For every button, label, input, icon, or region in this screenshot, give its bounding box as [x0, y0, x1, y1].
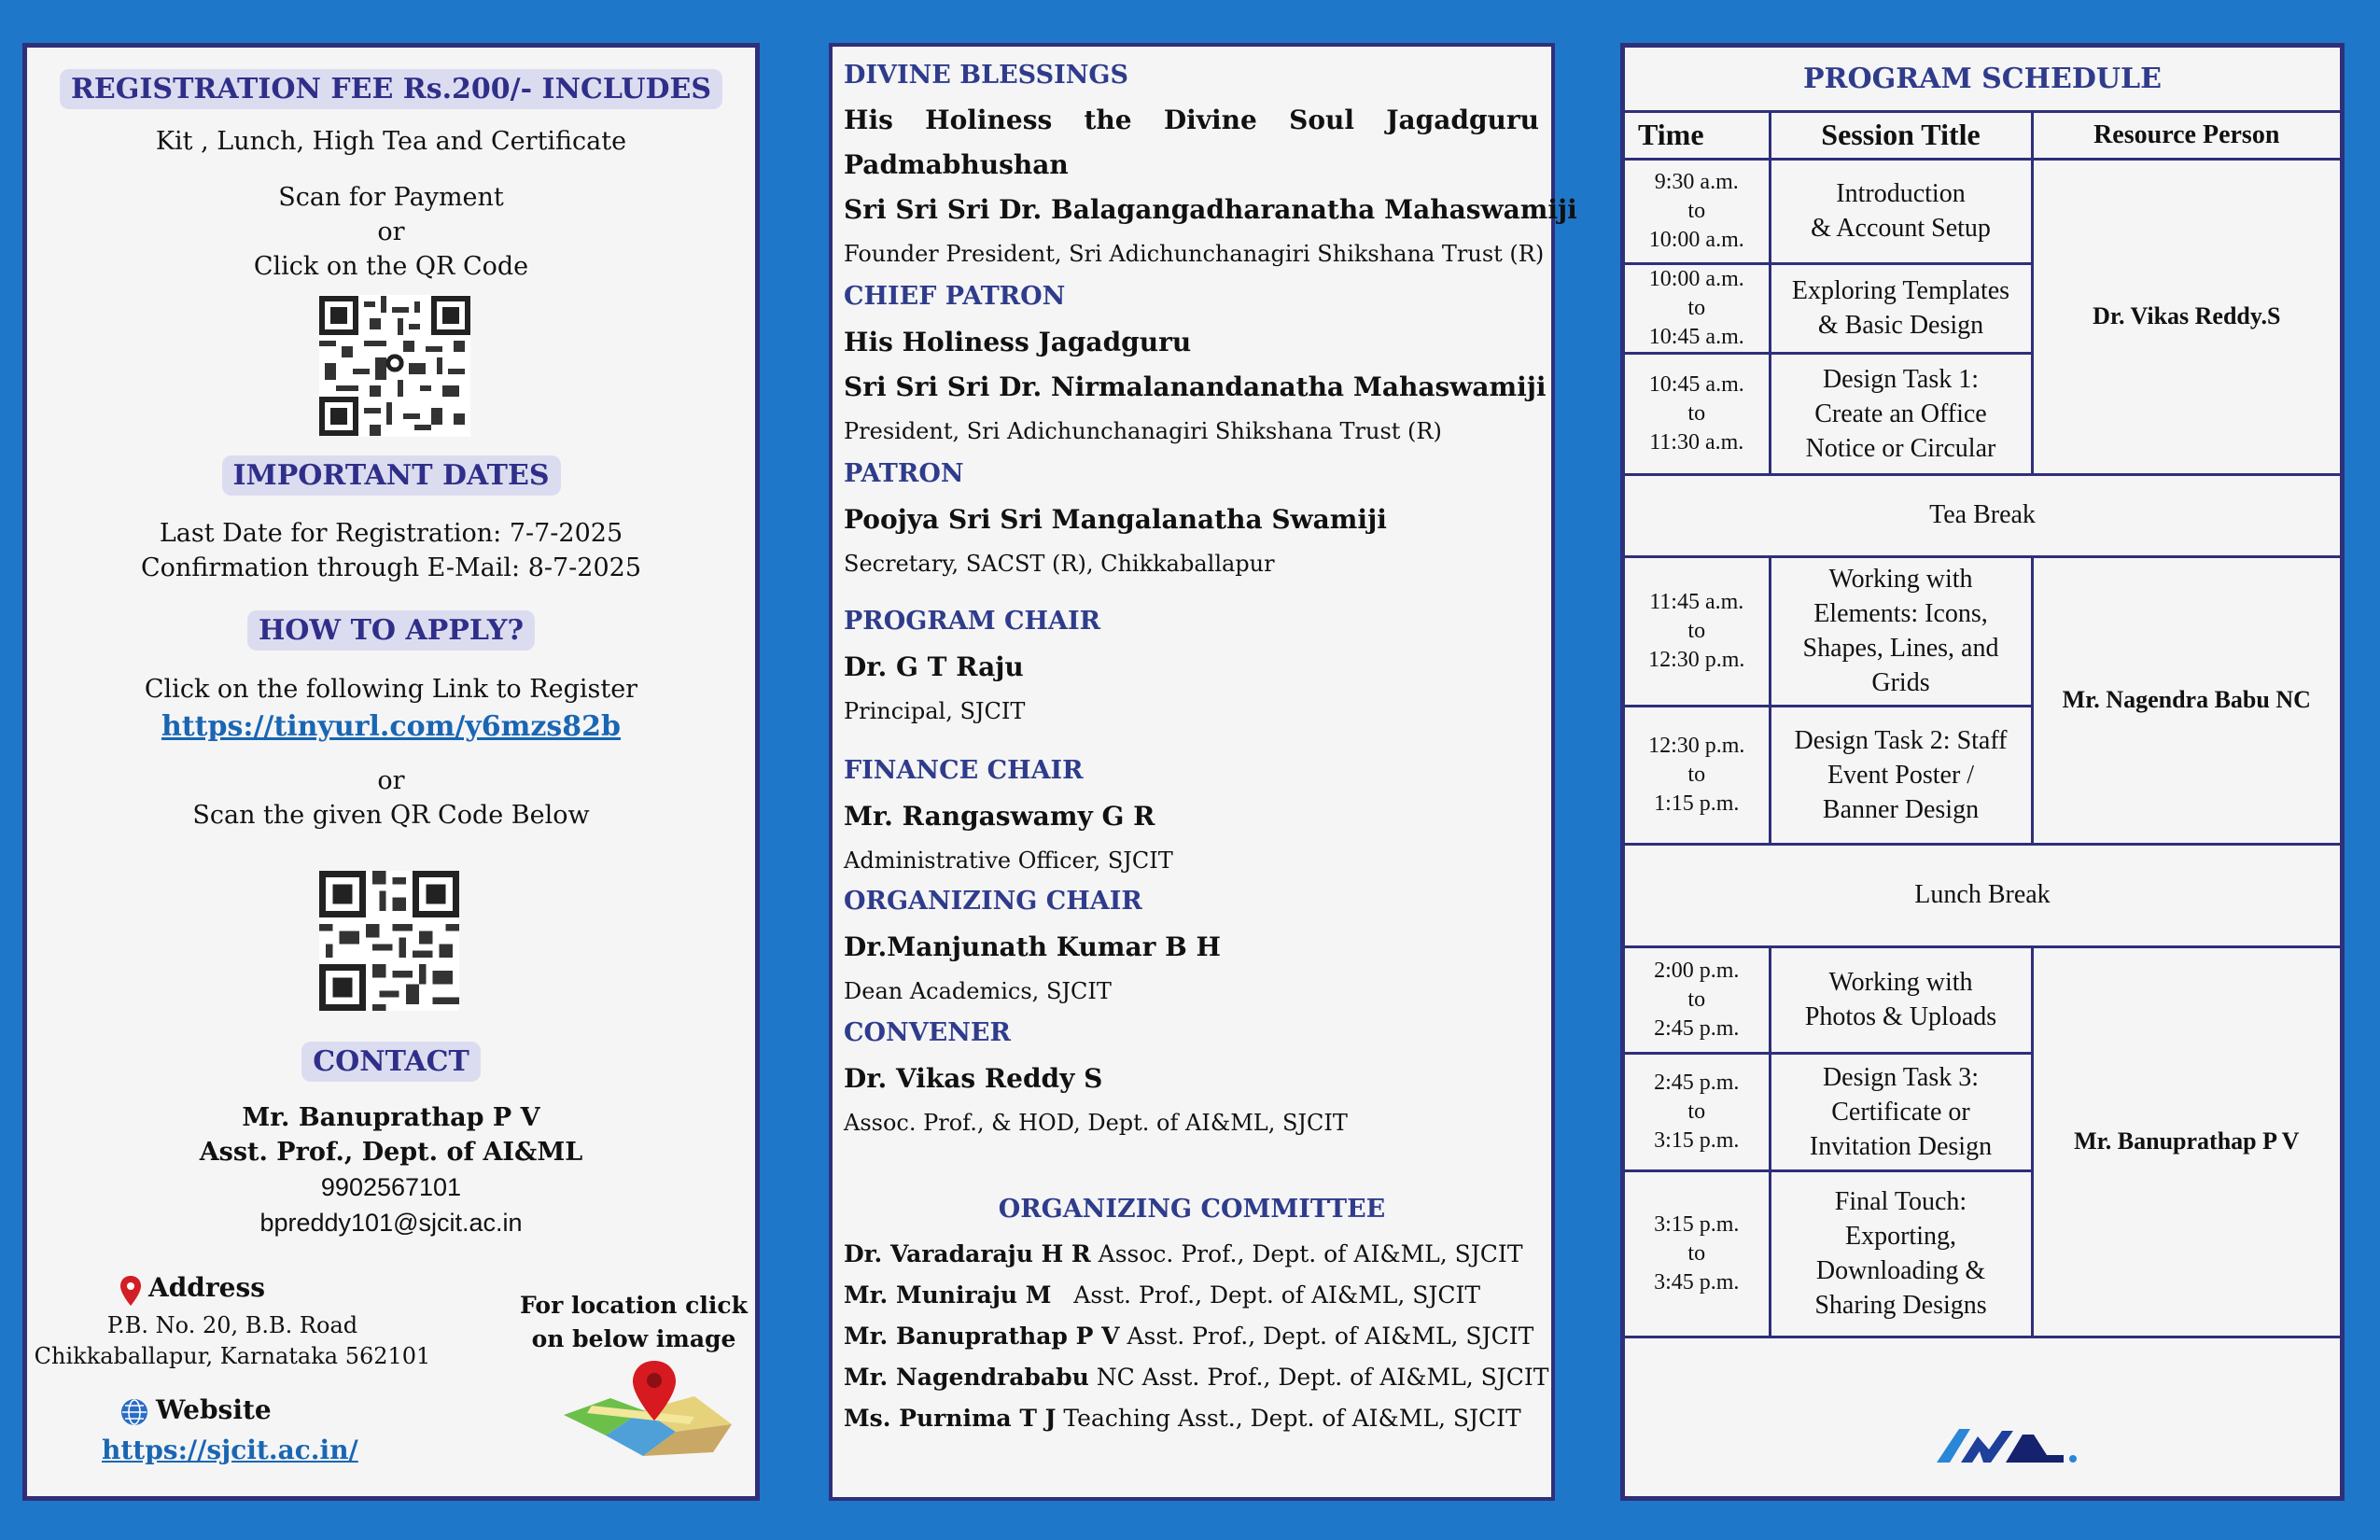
map-icon[interactable] [554, 1359, 741, 1462]
contact-designation: Asst. Prof., Dept. of AI&ML [199, 1138, 583, 1167]
session-time: 2:45 p.m. to 3:15 p.m. [1625, 1053, 1770, 1170]
important-dates-heading: IMPORTANT DATES [222, 455, 561, 496]
location-text-line2: on below image [531, 1325, 736, 1352]
committee-member: Ms. Purnima T J Teaching Asst., Dept. of AI&ML, SJCIT [844, 1405, 1521, 1432]
lunch-break: Lunch Break [1625, 844, 2340, 946]
scan-for-payment: Scan for Payment [278, 183, 504, 212]
last-date-registration: Last Date for Registration: 7-7-2025 [159, 519, 623, 548]
convener-heading: CONVENER [844, 1018, 1011, 1047]
session-title: Design Task 1: Create an Office Notice or Circular [1770, 353, 2032, 474]
schedule-header-row [1625, 111, 2340, 159]
website-label: Website [156, 1394, 272, 1425]
time-header: Time [1625, 111, 1770, 159]
table-row [1625, 946, 2340, 1053]
registration-panel [22, 43, 760, 1501]
divine-desc: Founder President, Sri Adichunchanagiri Shikshana Trust (R) [844, 241, 1545, 267]
session-time: 10:45 a.m. to 11:30 a.m. [1625, 353, 1770, 474]
session-title: Working with Photos & Uploads [1770, 946, 2032, 1053]
committee-member: Mr. Nagendrababu NC Asst. Prof., Dept. of AI&ML, SJCIT [844, 1364, 1549, 1391]
registration-link[interactable]: https://tinyurl.com/y6mzs82b [161, 710, 621, 743]
program-chair-heading: PROGRAM CHAIR [844, 607, 1101, 636]
divine-name-line3: Sri Sri Sri Dr. Balagangadharanatha Mahaswamiji [844, 194, 1577, 225]
registration-qr-code[interactable] [319, 871, 459, 1011]
finance-chair-heading: FINANCE CHAIR [844, 756, 1084, 785]
globe-icon [120, 1398, 148, 1426]
convener-desc: Assoc. Prof., & HOD, Dept. of AI&ML, SJCIT [844, 1110, 1348, 1136]
patron-name: Poojya Sri Sri Mangalanatha Swamiji [844, 504, 1387, 535]
divine-blessings-heading: DIVINE BLESSINGS [844, 61, 1128, 90]
address-label: Address [148, 1272, 265, 1303]
program-chair-desc: Principal, SJCIT [844, 698, 1026, 724]
finance-chair-desc: Administrative Officer, SJCIT [844, 847, 1173, 874]
website-link[interactable]: https://sjcit.ac.in/ [102, 1435, 358, 1465]
chief-patron-desc: President, Sri Adichunchanagiri Shikshana Trust (R) [844, 418, 1442, 444]
session-time: 3:15 p.m. to 3:45 p.m. [1625, 1170, 1770, 1337]
schedule-table [1625, 48, 2340, 1338]
contact-email: bpreddy101@sjcit.ac.in [259, 1209, 523, 1237]
organizing-committee-heading: ORGANIZING COMMITTEE [998, 1195, 1386, 1224]
organizing-chair-name: Dr.Manjunath Kumar B H [844, 931, 1221, 962]
divine-name-line2: Padmabhushan [844, 149, 1069, 180]
address-line1: P.B. No. 20, B.B. Road [106, 1312, 358, 1338]
table-row [1625, 556, 2340, 706]
session-title: Introduction & Account Setup [1770, 159, 2032, 263]
session-time: 12:30 p.m. to 1:15 p.m. [1625, 706, 1770, 844]
resource-person: Dr. Vikas Reddy.S [2032, 159, 2340, 474]
session-title: Design Task 2: Staff Event Poster / Banner Design [1770, 706, 2032, 844]
confirmation-date: Confirmation through E-Mail: 8-7-2025 [140, 553, 642, 582]
address-line2: Chikkaballapur, Karnataka 562101 [34, 1343, 431, 1369]
patron-heading: PATRON [844, 459, 964, 488]
schedule-panel [1620, 43, 2345, 1501]
contact-heading: CONTACT [301, 1042, 481, 1082]
chief-patron-line2: Sri Sri Sri Dr. Nirmalanandanatha Mahaswamiji [844, 371, 1547, 402]
session-title: Final Touch: Exporting, Downloading & Sharing Designs [1770, 1170, 2032, 1337]
committee-member: Dr. Varadaraju H R Assoc. Prof., Dept. of AI&ML, SJCIT [844, 1240, 1523, 1267]
convener-name: Dr. Vikas Reddy S [844, 1063, 1103, 1094]
committee-member: Mr. Banuprathap P V Asst. Prof., Dept. of AI&ML, SJCIT [844, 1323, 1534, 1350]
organizing-chair-heading: ORGANIZING CHAIR [844, 887, 1142, 916]
resource-person: Mr. Nagendra Babu NC [2032, 556, 2340, 844]
register-instruction: Click on the following Link to Register [144, 675, 638, 704]
session-title: Design Task 3: Certificate or Invitation Design [1770, 1053, 2032, 1170]
how-to-apply-heading: HOW TO APPLY? [247, 610, 535, 651]
apply-or: or [377, 766, 405, 795]
session-time: 9:30 a.m. to 10:00 a.m. [1625, 159, 1770, 263]
session-title-header: Session Title [1770, 111, 2032, 159]
program-chair-name: Dr. G T Raju [844, 651, 1024, 682]
registration-fee-heading: REGISTRATION FEE Rs.200/- INCLUDES [60, 69, 722, 109]
contact-phone: 9902567101 [320, 1173, 462, 1201]
schedule-title: PROGRAM SCHEDULE [1625, 48, 2340, 111]
scan-or: or [377, 217, 405, 246]
session-time: 2:00 p.m. to 2:45 p.m. [1625, 946, 1770, 1053]
department-logo [1933, 1421, 2082, 1466]
chief-patron-heading: CHIEF PATRON [844, 282, 1066, 311]
payment-qr-code[interactable] [319, 295, 470, 437]
chief-patron-line1: His Holiness Jagadguru [844, 327, 1192, 357]
session-title: Exploring Templates & Basic Design [1770, 263, 2032, 353]
committee-panel [829, 43, 1577, 1501]
location-pin-icon [119, 1275, 143, 1307]
contact-name: Mr. Banuprathap P V [242, 1103, 540, 1132]
table-row [1625, 159, 2340, 263]
session-title: Working with Elements: Icons, Shapes, Lines, and Grids [1770, 556, 2032, 706]
finance-chair-name: Mr. Rangaswamy G R [844, 801, 1155, 832]
patron-desc: Secretary, SACST (R), Chikkaballapur [844, 551, 1275, 577]
registration-includes: Kit , Lunch, High Tea and Certificate [155, 127, 627, 156]
click-qr-text: Click on the QR Code [253, 252, 529, 281]
session-time: 10:00 a.m. to 10:45 a.m. [1625, 263, 1770, 353]
location-text-line1: For location click [520, 1292, 748, 1319]
tea-break: Tea Break [1625, 474, 2340, 556]
committee-member: Mr. Muniraju M Asst. Prof., Dept. of AI&ML, SJCIT [844, 1281, 1481, 1309]
resource-person-header: Resource Person [2032, 111, 2340, 159]
resource-person: Mr. Banuprathap P V [2032, 946, 2340, 1337]
session-time: 11:45 a.m. to 12:30 p.m. [1625, 556, 1770, 706]
divine-name-line1: His Holiness the Divine Soul Jagadguru [844, 105, 1539, 135]
organizing-chair-desc: Dean Academics, SJCIT [844, 978, 1112, 1004]
scan-qr-text: Scan the given QR Code Below [192, 801, 590, 830]
